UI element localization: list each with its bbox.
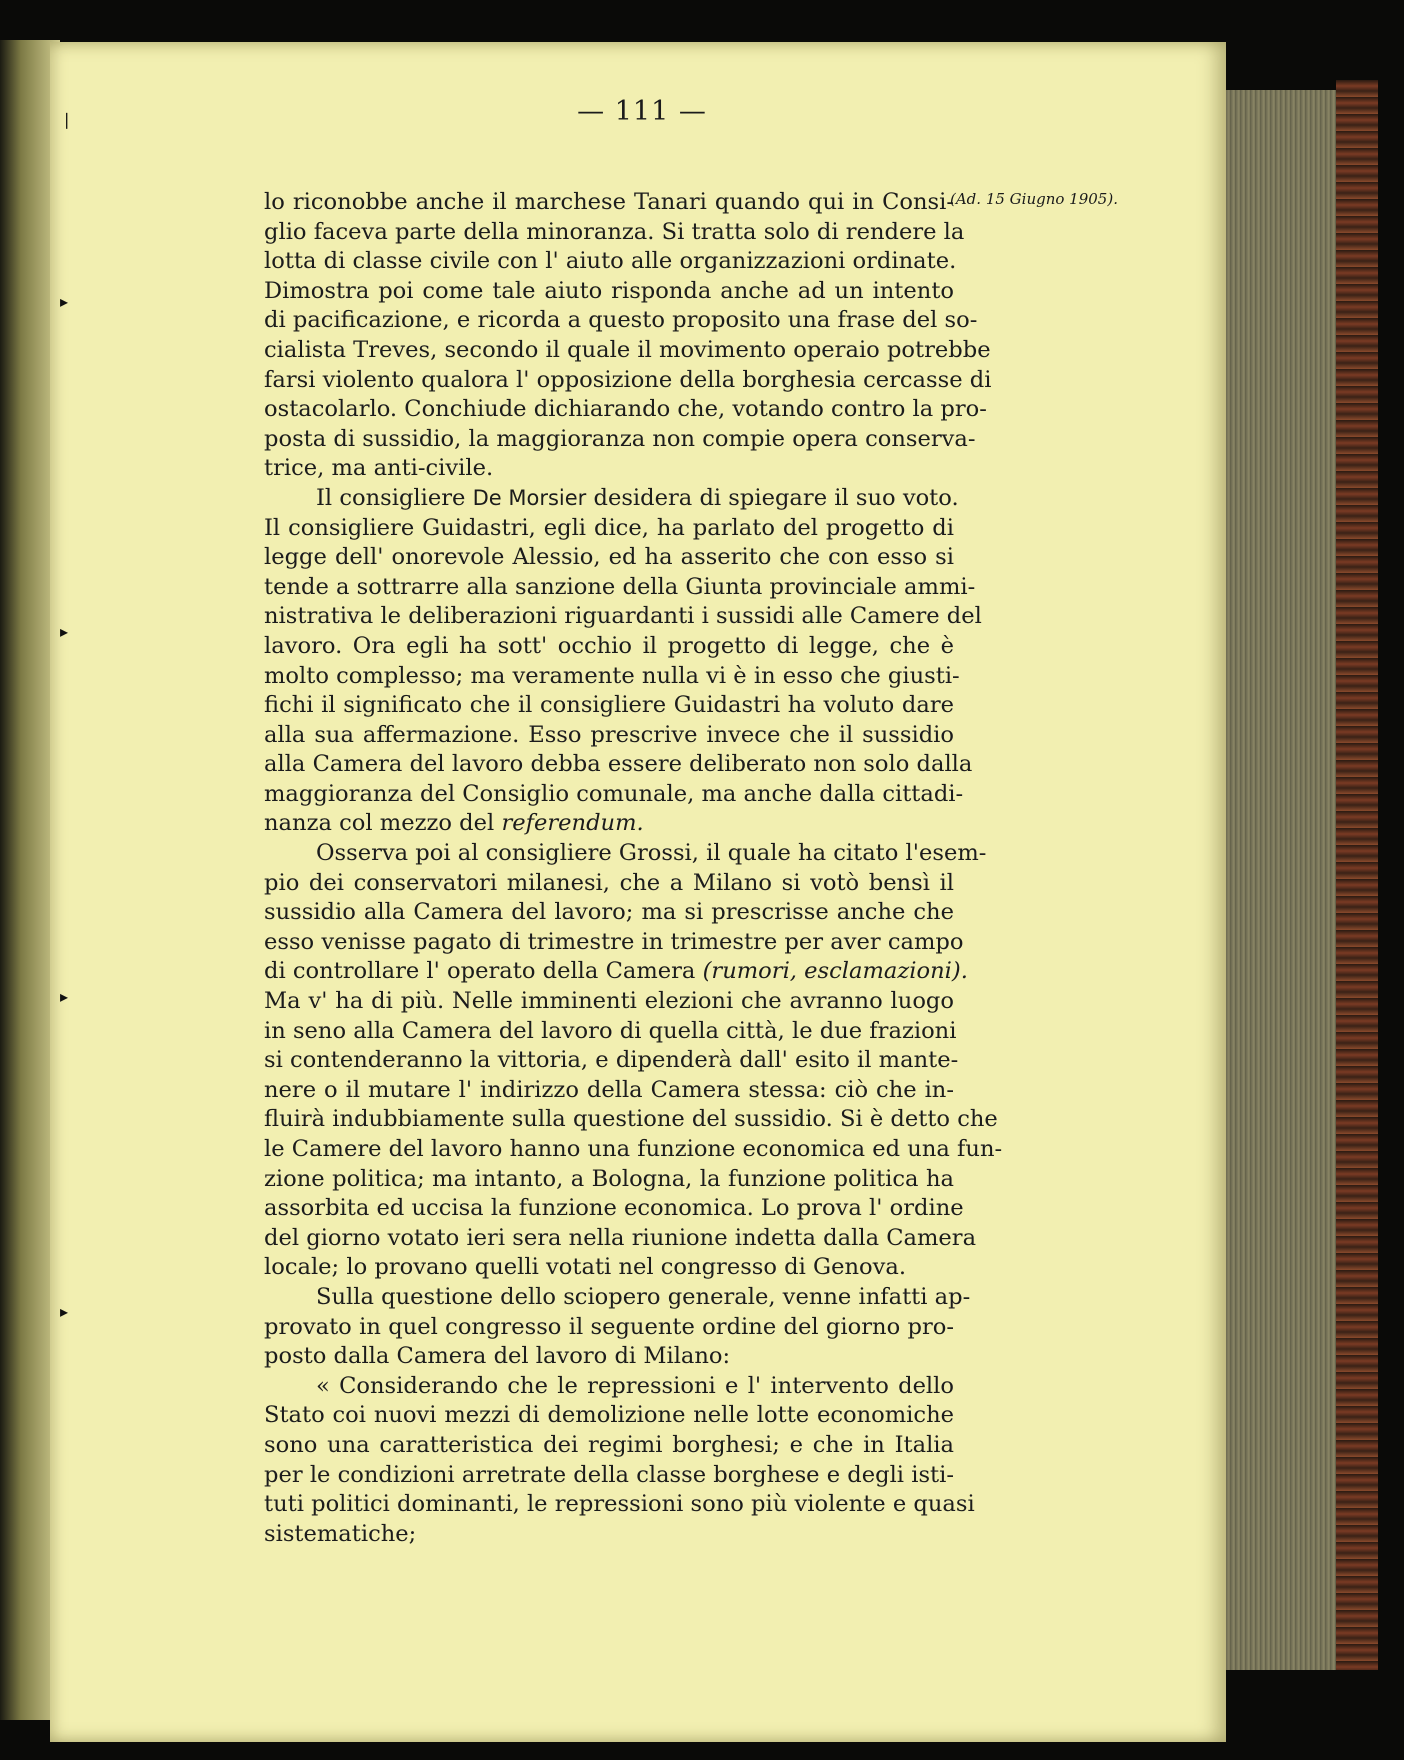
quote-line: sistematiche; — [264, 1520, 417, 1547]
text-line: Sulla questione dello sciopero generale, venne infatti ap- — [316, 1283, 971, 1310]
text-line: alla sua affermazione. Esso prescrive invece che il sussidio — [264, 721, 954, 748]
text-line: zione politica; ma intanto, a Bologna, la funzione politica ha — [264, 1165, 954, 1192]
text-line: fichi il significato che il consigliere Guidastri ha voluto dare — [264, 692, 954, 719]
text-line: ostacolarlo. Conchiude dichiarando che, votando contro la pro- — [264, 396, 987, 423]
text-line: trice, ma anti-civile. — [264, 455, 494, 482]
text-line: pio dei conservatori milanesi, che a Milano si votò bensì il — [264, 869, 954, 896]
text-line: nere o il mutare l' indirizzo della Camera stessa: ciò che in- — [264, 1076, 954, 1103]
text-line: locale; lo provano quelli votati nel congresso di Genova. — [264, 1254, 907, 1281]
text-line: di pacificazione, e ricorda a questo proposito una frase del so- — [264, 307, 978, 334]
margin-date-note: (Ad. 15 Giugno 1905). — [950, 190, 1118, 208]
text-line: nistrativa le deliberazioni riguardanti i sussidi alle Camere del — [264, 603, 982, 630]
marbled-edge — [1336, 80, 1378, 1670]
text-line: molto complesso; ma veramente nulla vi è in esso che giusti- — [264, 662, 960, 689]
quote-line: Stato coi nuovi mezzi di demolizione nelle lotte economiche — [264, 1402, 954, 1429]
page-number: — 111 — — [577, 96, 707, 127]
body-text — [264, 188, 1003, 1549]
text-line: glio faceva parte della minoranza. Si tratta solo di rendere la — [264, 218, 965, 245]
text-line: cialista Treves, secondo il quale il movimento operaio potrebbe — [264, 336, 991, 363]
text-line: farsi violento qualora l' opposizione della borghesia cercasse di — [264, 366, 992, 393]
text-line: assorbita ed uccisa la funzione economica. Lo prova l' ordine — [264, 1195, 964, 1222]
text-line: fluirà indubbiamente sulla questione del sussidio. Si è detto che — [264, 1106, 998, 1133]
gutter-mark: ❘ — [60, 110, 74, 129]
gutter-marks — [60, 42, 90, 1742]
text-line: alla Camera del lavoro debba essere deliberato non solo dalla — [264, 751, 973, 778]
text-fragment: desidera di spiegare il suo voto. — [593, 484, 959, 511]
text-line: si contenderanno la vittoria, e dipenderà dall' esito il mante- — [264, 1047, 959, 1074]
text-line — [264, 809, 954, 839]
text-line: esso venisse pagato di trimestre in trimestre per aver campo — [264, 928, 964, 955]
text-line: del giorno votato ieri sera nella riunione indetta dalla Camera — [264, 1224, 977, 1251]
text-line: posto dalla Camera del lavoro di Milano: — [264, 1343, 731, 1370]
quote-line: sono una caratteristica dei regimi borghesi; e che in Italia — [264, 1431, 954, 1458]
gutter-mark: ▸ — [60, 1302, 69, 1321]
quote-line: per le condizioni arretrate della classe borghese e degli isti- — [264, 1461, 954, 1488]
text-line: Osserva poi al consigliere Grossi, il quale ha citato l'esem- — [316, 840, 987, 867]
gutter-mark: ▸ — [60, 622, 69, 641]
text-line: posta di sussidio, la maggioranza non compie opera conserva- — [264, 425, 976, 452]
text-line: Il consigliere Guidastri, egli dice, ha parlato del progetto di — [264, 514, 954, 541]
quote-line: « Considerando che le repressioni e l' intervento dello — [316, 1372, 954, 1399]
text-line: provato in quel congresso il seguente ordine del giorno pro- — [264, 1313, 954, 1340]
italic-aside: (rumori, esclamazioni). — [702, 958, 968, 985]
text-line: lavoro. Ora egli ha sott' occhio il progetto di legge, che è — [264, 632, 954, 659]
italic-term: referendum. — [501, 810, 644, 837]
text-line: legge dell' onorevole Alessio, ed ha asserito che con esso si — [264, 544, 954, 571]
text-line: Ma v' ha di più. Nelle imminenti elezioni che avranno luogo — [264, 988, 954, 1015]
text-line: lo riconobbe anche il marchese Tanari quando qui in Consi- — [264, 189, 954, 215]
text-line — [264, 957, 968, 987]
speaker-name: De Morsier — [472, 485, 587, 510]
text-fragment: di controllare l' operato della Camera — [264, 958, 696, 985]
text-line: in seno alla Camera del lavoro di quella città, le due frazioni — [264, 1017, 957, 1044]
page-block-edge — [1226, 90, 1348, 1670]
text-line: le Camere del lavoro hanno una funzione economica ed una fun- — [264, 1136, 1003, 1162]
paragraph-line — [264, 484, 959, 514]
quote-line: tuti politici dominanti, le repressioni sono più violente e quasi — [264, 1491, 975, 1518]
text-line: lotta di classe civile con l' aiuto alle organizzazioni ordinate. — [264, 248, 957, 275]
gutter-mark: ▸ — [60, 987, 69, 1006]
text-line: maggioranza del Consiglio comunale, ma anche dalla cittadi- — [264, 780, 964, 807]
text-line: sussidio alla Camera del lavoro; ma si prescrisse anche che — [264, 899, 954, 926]
text-line: Dimostra poi come tale aiuto risponda anche ad un intento — [264, 277, 954, 304]
text-line: tende a sottrarre alla sanzione della Giunta provinciale ammi- — [264, 573, 976, 600]
text-fragment: Il consigliere — [316, 484, 466, 511]
gutter-mark: ▸ — [60, 292, 69, 311]
text-fragment: nanza col mezzo del — [264, 810, 495, 837]
